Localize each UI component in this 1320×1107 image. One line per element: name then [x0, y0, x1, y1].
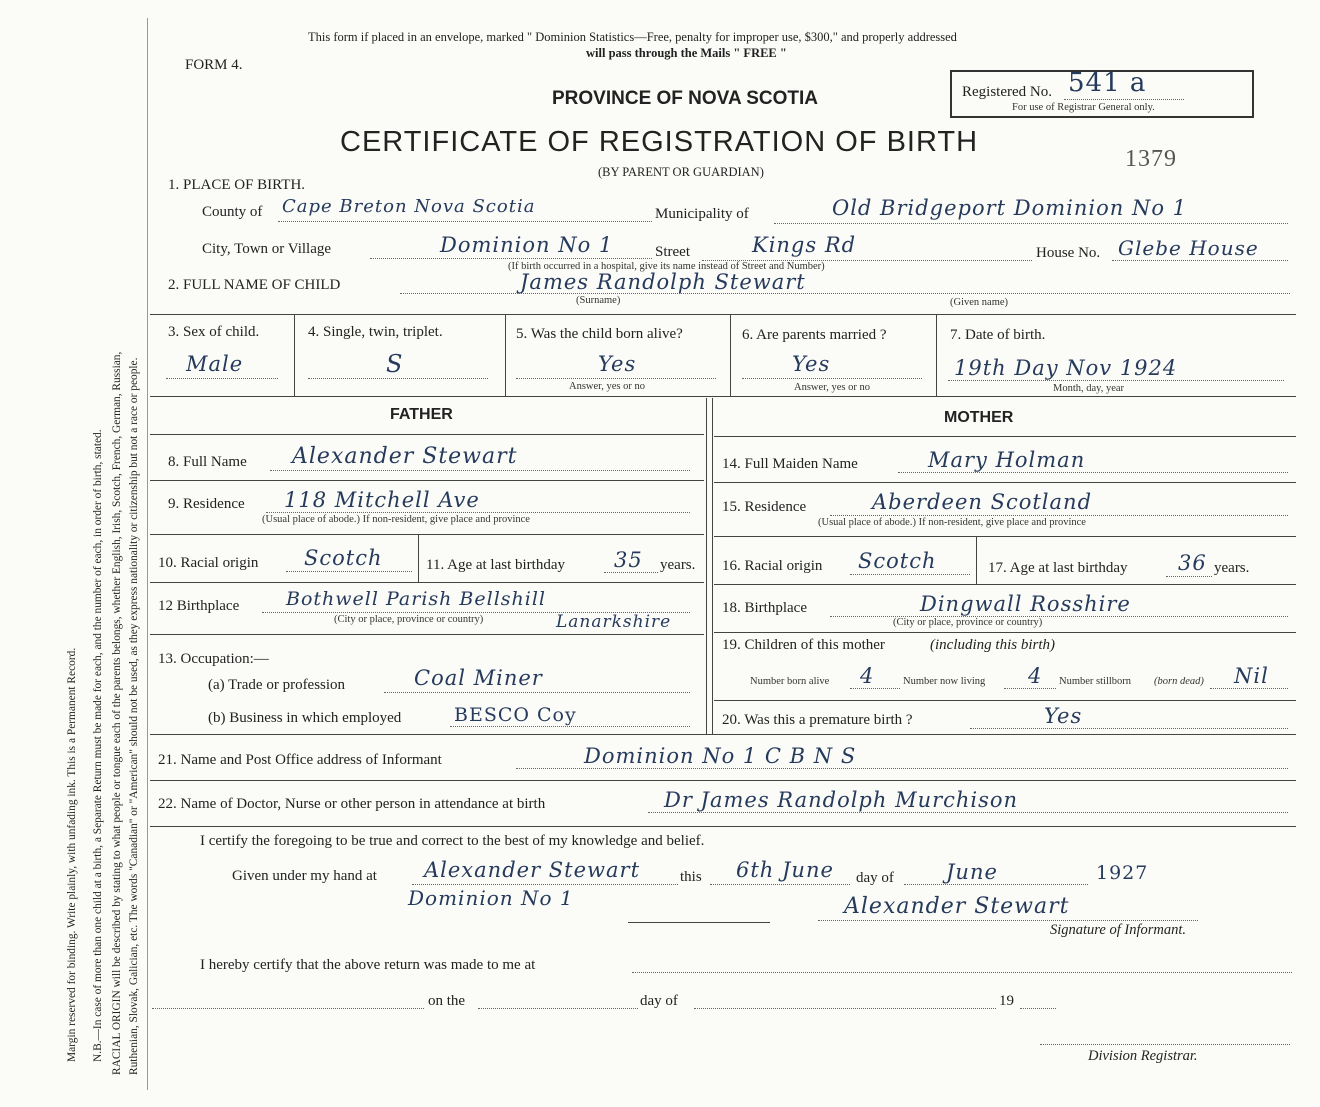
trade-value: Coal Miner — [414, 666, 543, 690]
informant-value: Dominion No 1 C B N S — [584, 744, 857, 768]
sex-label: 3. Sex of child. — [168, 324, 260, 340]
mother-birthplace-label: 18. Birthplace — [722, 600, 807, 616]
children-label: 19. Children of this mother — [722, 637, 885, 653]
mother-race-label: 16. Racial origin — [722, 558, 823, 574]
given-under-hand-label: Given under my hand at — [232, 868, 377, 884]
stillborn-label: Number stillborn — [1059, 676, 1132, 687]
single-twin-value: S — [386, 350, 404, 378]
margin-binding-note: Margin reserved for binding. Write plainly, with unfading ink. This is a Permanent Record. — [66, 647, 78, 1062]
father-birthplace-value-2: Lanarkshire — [556, 612, 672, 632]
father-name-value: Alexander Stewart — [292, 444, 518, 469]
doctor-label: 22. Name of Doctor, Nurse or other person in attendance at birth — [158, 796, 546, 812]
child-name-value: James Randolph Stewart — [520, 270, 806, 294]
father-age-value: 35 — [614, 548, 643, 572]
registrar-certify-label: I hereby certify that the above return was made to me at — [200, 957, 536, 973]
doctor-value: Dr James Randolph Murchison — [664, 788, 1019, 812]
father-residence-value: 118 Mitchell Ave — [284, 488, 480, 512]
city-label: City, Town or Village — [202, 241, 332, 257]
father-heading: FATHER — [390, 406, 453, 423]
county-value: Cape Breton Nova Scotia — [282, 196, 536, 217]
certify-statement: I certify the foregoing to be true and correct to the best of my knowledge and belief. — [200, 833, 705, 849]
second-place-value: Dominion No 1 — [408, 886, 574, 910]
born-alive-label: 5. Was the child born alive? — [516, 326, 683, 342]
now-living-label: Number now living — [903, 676, 986, 687]
day-of-label-2: day of — [640, 993, 678, 1009]
dob-value: 19th Day Nov 1924 — [954, 356, 1178, 380]
division-registrar-label: Division Registrar. — [1088, 1048, 1198, 1064]
parents-married-value: Yes — [792, 352, 831, 376]
mother-birthplace-note: (City or place, province or country) — [893, 617, 1043, 628]
year-prefix: 19 — [999, 993, 1014, 1009]
children-note: (including this birth) — [930, 637, 1055, 653]
born-alive-note: Answer, yes or no — [569, 381, 645, 392]
father-age-unit: years. — [660, 557, 696, 573]
margin-racial-origin-note-2: Ruthenian, Slovak, Galician, etc. The words "Canadian" or "American" should not be used, as they express nationality or citizenship but not a race or people. — [128, 357, 140, 1075]
year-value: 1927 — [1096, 862, 1149, 884]
premature-label: 20. Was this a premature birth ? — [722, 712, 913, 728]
page-subtitle: (BY PARENT OR GUARDIAN) — [598, 165, 764, 179]
stillborn-note: (born dead) — [1154, 676, 1204, 687]
given-place-value: Alexander Stewart — [424, 858, 641, 882]
house-no-label: House No. — [1036, 245, 1101, 261]
born-alive-value: Yes — [598, 352, 637, 376]
signature-label: Signature of Informant. — [1050, 922, 1187, 938]
hospital-note: (If birth occurred in a hospital, give its name instead of Street and Number) — [508, 261, 825, 272]
father-race-value: Scotch — [304, 546, 383, 570]
postal-notice: This form if placed in an envelope, marked " Dominion Statistics—Free, penalty for improper use, $300," and properly addressed — [308, 30, 957, 44]
father-residence-note: (Usual place of abode.) If non-resident, give place and province — [262, 514, 530, 525]
postal-notice-free: will pass through the Mails " FREE " — [586, 46, 787, 60]
premature-value: Yes — [1044, 704, 1083, 728]
father-birthplace-label: 12 Birthplace — [158, 598, 240, 614]
father-race-label: 10. Racial origin — [158, 555, 259, 571]
stillborn-value: Nil — [1234, 664, 1269, 688]
mother-heading: MOTHER — [944, 409, 1014, 426]
now-living-value: 4 — [1028, 664, 1043, 688]
house-no-value: Glebe House — [1118, 236, 1259, 260]
mother-residence-label: 15. Residence — [722, 499, 807, 515]
single-twin-label: 4. Single, twin, triplet. — [308, 324, 443, 340]
business-value: BESCO Coy — [454, 704, 577, 726]
city-value: Dominion No 1 — [440, 233, 614, 257]
registered-no-label: Registered No. — [962, 84, 1052, 100]
sex-value: Male — [186, 352, 244, 376]
father-name-label: 8. Full Name — [168, 454, 247, 470]
street-label: Street — [655, 244, 690, 260]
parents-married-label: 6. Are parents married ? — [742, 327, 887, 343]
margin-racial-origin-note: RACIAL ORIGIN will be described by stating to what people or tongue each of the parents belongs, whether English, Irish, Scotch, French, German, Russian, — [111, 351, 123, 1075]
day-value: 6th June — [736, 858, 834, 882]
day-of-label: day of — [856, 870, 894, 886]
registration-box — [950, 70, 1254, 118]
mother-age-unit: years. — [1214, 560, 1250, 576]
mother-race-value: Scotch — [858, 549, 937, 573]
born-alive-count-label: Number born alive — [750, 676, 830, 687]
business-label: (b) Business in which employed — [208, 710, 402, 726]
dob-label: 7. Date of birth. — [950, 327, 1046, 343]
form-number: FORM 4. — [185, 57, 243, 73]
municipality-value: Old Bridgeport Dominion No 1 — [832, 196, 1188, 220]
father-birthplace-note: (City or place, province or country) — [334, 614, 484, 625]
mother-birthplace-value: Dingwall Rosshire — [920, 592, 1131, 616]
this-label: this — [680, 869, 702, 885]
informant-label: 21. Name and Post Office address of Informant — [158, 752, 442, 768]
mother-name-value: Mary Holman — [928, 448, 1086, 472]
dob-note: Month, day, year — [1053, 383, 1125, 394]
mother-name-label: 14. Full Maiden Name — [722, 456, 858, 472]
born-alive-count-value: 4 — [860, 664, 875, 688]
municipality-label: Municipality of — [655, 206, 749, 222]
registered-no-value: 541 a — [1068, 68, 1147, 98]
margin-rule — [147, 18, 148, 1090]
province-heading: PROVINCE OF NOVA SCOTIA — [552, 88, 819, 109]
father-residence-label: 9. Residence — [168, 496, 245, 512]
occupation-label: 13. Occupation:— — [158, 651, 269, 667]
page-title: CERTIFICATE OF REGISTRATION OF BIRTH — [340, 126, 979, 158]
surname-note: (Surname) — [576, 295, 621, 306]
informant-signature: Alexander Stewart — [844, 894, 1070, 919]
county-label: County of — [202, 204, 263, 220]
registrar-general-note: For use of Registrar General only. — [1012, 102, 1155, 113]
month-value: June — [946, 860, 998, 884]
place-of-birth-heading: 1. PLACE OF BIRTH. — [168, 177, 306, 193]
parents-married-note: Answer, yes or no — [794, 382, 870, 393]
on-the-label: on the — [428, 993, 466, 1009]
mother-age-value: 36 — [1178, 551, 1207, 575]
mother-age-label: 17. Age at last birthday — [988, 560, 1128, 576]
margin-multiple-birth-note: N.B.—In case of more than one child at a birth, a Separate Return must be made for each, and the number of each, in order of birth, stated. — [92, 429, 104, 1062]
father-age-label: 11. Age at last birthday — [426, 557, 565, 573]
mother-residence-note: (Usual place of abode.) If non-resident, give place and province — [818, 517, 1086, 528]
given-name-note: (Given name) — [950, 297, 1009, 308]
stamp-number: 1379 — [1125, 146, 1177, 172]
street-value: Kings Rd — [752, 233, 857, 257]
child-name-label: 2. FULL NAME OF CHILD — [168, 277, 341, 293]
father-birthplace-value: Bothwell Parish Bellshill — [286, 588, 546, 610]
mother-residence-value: Aberdeen Scotland — [872, 490, 1093, 514]
trade-label: (a) Trade or profession — [208, 677, 346, 693]
